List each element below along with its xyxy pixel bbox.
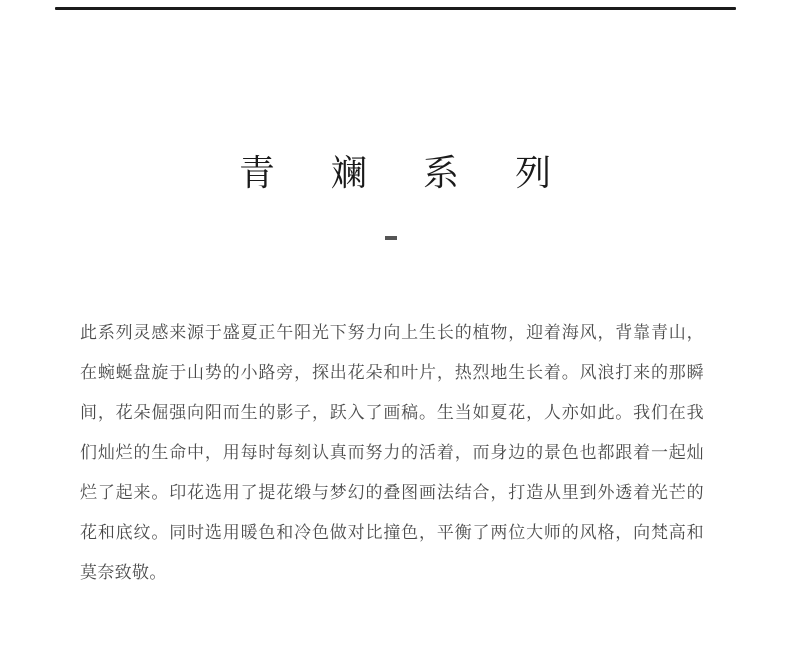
description-paragraph: 此系列灵感来源于盛夏正午阳光下努力向上生长的植物，迎着海风，背靠青山，在蜿蜒盘旋于山势的小路旁，探出花朵和叶片，热烈地生长着。风浪打来的那瞬间，花朵倔强向阳而生的影子，跃入了画稿。生当如夏花，人亦如此。我们在我们灿烂的生命中，用每时每刻认真而努力的活着，而身边的景色也都跟着一起灿烂了起来。印花选用了提花缎与梦幻的叠图画法结合，打造从里到外透着光芒的花和底纹。同时选用暖色和冷色做对比撞色，平衡了两位大师的风格，向梵高和莫奈致敬。 <box>80 323 704 583</box>
page-title: 青 斓 系 列 <box>238 153 574 194</box>
top-divider <box>55 7 736 10</box>
title-accent-bar <box>385 236 397 240</box>
